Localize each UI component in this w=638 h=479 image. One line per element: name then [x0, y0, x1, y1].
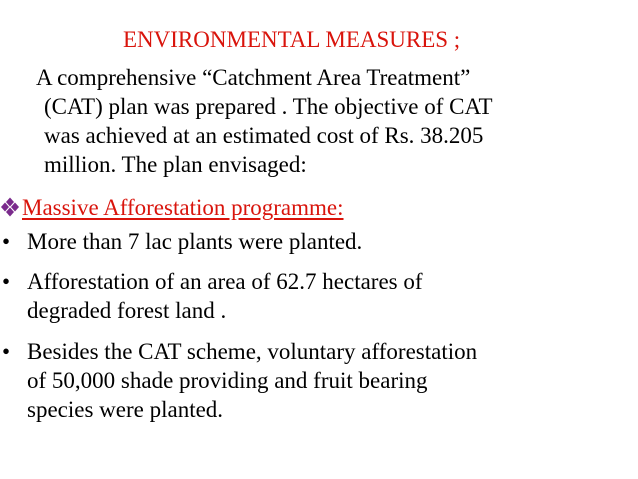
intro-line: (CAT) plan was prepared . The objective of CAT [44, 94, 493, 119]
bullet-line: Afforestation of an area of 62.7 hectares of [27, 269, 423, 294]
bullet-line: species were planted. [27, 397, 224, 422]
bullet-dot: • [2, 269, 11, 294]
bullet-line: Besides the CAT scheme, voluntary afforestation [27, 339, 478, 364]
bullet-dot: • [2, 339, 11, 364]
bullet-text [27, 337, 477, 424]
section-heading [0, 194, 344, 222]
slide-title: ENVIRONMENTAL MEASURES ; [123, 27, 461, 52]
bullet-text [27, 267, 423, 325]
section-heading-text: Massive Afforestation programme: [22, 195, 344, 220]
bullet-line: degraded forest land . [27, 298, 227, 323]
intro-paragraph [30, 63, 620, 179]
intro-line: million. The plan envisaged: [44, 152, 307, 177]
bullet-line: of 50,000 shade providing and fruit bearing [27, 368, 428, 393]
intro-line: A comprehensive “Catchment Area Treatment” [36, 65, 471, 90]
bullet-dot: • [2, 229, 11, 254]
bullet-line: More than 7 lac plants were planted. [27, 229, 363, 254]
four-diamond-icon [0, 197, 20, 217]
intro-line: was achieved at an estimated cost of Rs. 38.205 [44, 123, 484, 148]
bullet-text [27, 227, 362, 256]
